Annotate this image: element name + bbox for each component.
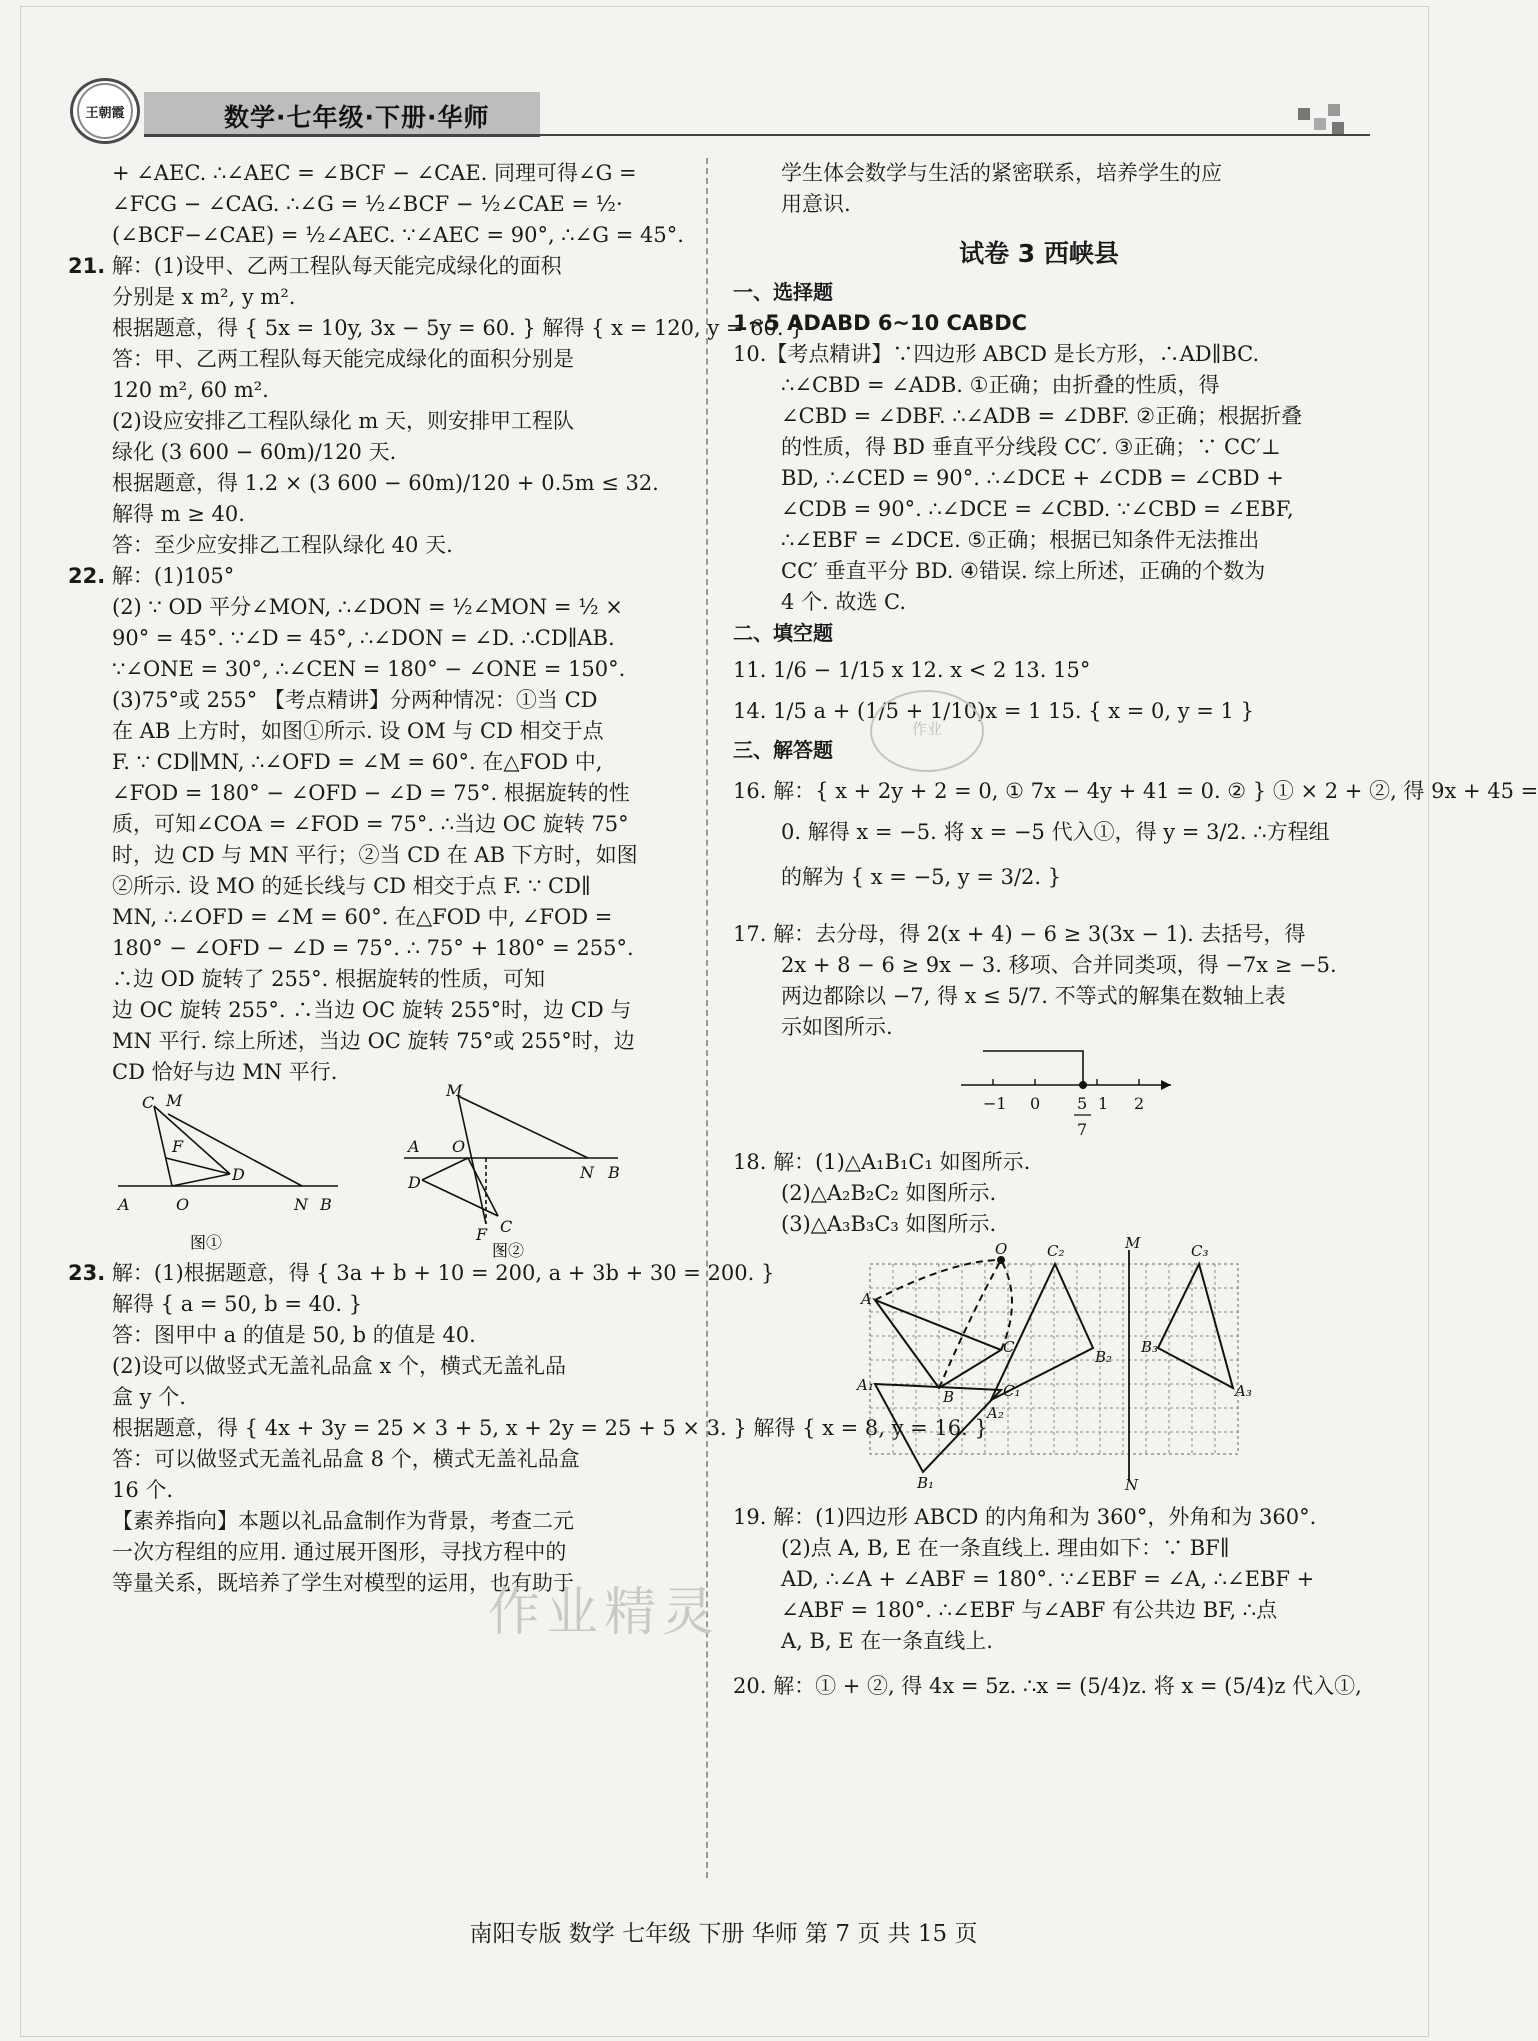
grid-lines [870, 1264, 1238, 1454]
text-line: ∠CDB = 90°. ∴∠DCE = ∠CBD. ∵∠CBD = ∠EBF, [781, 497, 1294, 521]
grid-label-O: O [995, 1240, 1008, 1258]
text-line: 答：甲、乙两工程队每天能完成绿化的面积分别是 [112, 347, 574, 371]
question-number: 23. [68, 1261, 106, 1285]
text-line: 示如图所示. [781, 1015, 893, 1039]
fig2-label-A: A [408, 1137, 420, 1156]
text-line: (2)点 A, B, E 在一条直线上. 理由如下：∵ BF∥ [781, 1536, 1230, 1560]
figure-2 [404, 1096, 618, 1224]
text-line: (2) ∵ OD 平分∠MON, ∴∠DON = ½∠MON = ½ × [112, 595, 623, 619]
fig1-label-C: C [142, 1093, 155, 1112]
text-line: ∠ABF = 180°. ∴∠EBF 与∠ABF 有公共边 BF, ∴点 [781, 1598, 1278, 1622]
grid-label-N: N [1125, 1476, 1139, 1494]
text-line: ∴边 OD 旋转了 255°. 根据旋转的性质，可知 [112, 967, 546, 991]
grid-label-C2: C₂ [1047, 1242, 1065, 1260]
text-line: ∴∠EBF = ∠DCE. ⑤正确；根据已知条件无法推出 [781, 528, 1260, 552]
book-title: 数学·七年级·下册·华师 [224, 103, 490, 132]
fraction-numerator: 5 [1077, 1094, 1088, 1113]
number-line [733, 1043, 1345, 1147]
text-line: 的性质，得 BD 垂直平分线段 CC′. ③正确；∵ CC′⊥ [781, 435, 1281, 459]
equation-line: 根据题意，得 { 5x = 10y, 3x − 5y = 60. } 解得 { x = 120, y = 60. } [112, 316, 804, 340]
grid-figure [733, 1234, 1345, 1494]
text-line: 19. 解：(1)四边形 ABCD 的内角和为 360°，外角和为 360°. [733, 1505, 1317, 1529]
triangle-A1B1C1 [875, 1384, 1001, 1472]
text-line: 绿化 (3 600 − 60m)/120 天. [112, 440, 397, 464]
solution-ray [983, 1051, 1083, 1085]
fig2-label-M: M [446, 1081, 463, 1100]
grid-label-B: B [943, 1388, 955, 1406]
text-line: 答：至少应安排乙工程队绿化 40 天. [112, 533, 453, 557]
triangle-A2B2C2 [991, 1264, 1093, 1400]
fill-answers: 14. 1/5 a + (1/5 + 1/10)x = 1 15. { x = 0, y = 1 } [733, 699, 1254, 723]
equation-line: 的解为 { x = −5, y = 3/2. } [781, 865, 1062, 889]
text-line: 4 个. 故选 C. [781, 590, 907, 614]
logo-text: 王朝霞 [77, 83, 133, 139]
text-line: 2x + 8 − 6 ≥ 9x − 3. 移项、合并同类项，得 −7x ≥ −5. [781, 953, 1337, 977]
text-line: CD 恰好与边 MN 平行. [112, 1060, 338, 1084]
question-number: 21. [68, 254, 106, 278]
text-line: 答：可以做竖式无盖礼品盒 8 个，横式无盖礼品盒 [112, 1447, 580, 1471]
text-line: 两边都除以 −7, 得 x ≤ 5/7. 不等式的解集在数轴上表 [781, 984, 1286, 1008]
header-square-icon [1314, 118, 1326, 130]
rotation-arcs [875, 1260, 1012, 1388]
fig1-label-M: M [166, 1091, 183, 1110]
header-square-icon [1328, 104, 1340, 116]
grid-label-B3: B₃ [1141, 1338, 1159, 1356]
text-line: 17. 解：去分母，得 2(x + 4) − 6 ≥ 3(3x − 1). 去括号，得 [733, 922, 1306, 946]
text-line: 120 m², 60 m². [112, 378, 269, 402]
header-rule [540, 134, 1370, 136]
fraction-denominator: 7 [1077, 1120, 1088, 1139]
text-line: 180° − ∠OFD − ∠D = 75°. ∴ 75° + 180° = 255°. [112, 936, 634, 960]
equation-line: 根据题意，得 { 4x + 3y = 25 × 3 + 5, x + 2y = 25 + 5 × 3. } 解得 { x = 8, y = 16. } [112, 1416, 988, 1440]
grid-label-C3: C₃ [1191, 1242, 1209, 1260]
fig1-label-F: F [172, 1137, 184, 1156]
text-line: (2)设可以做竖式无盖礼品盒 x 个，横式无盖礼品 [112, 1354, 566, 1378]
text-line: + ∠AEC. ∴∠AEC = ∠BCF − ∠CAE. 同理可得∠G = [112, 161, 637, 185]
fig1-label-A: A [118, 1195, 130, 1214]
text-line: ②所示. 设 MO 的延长线与 CD 相交于点 F. ∵ CD∥ [112, 874, 591, 898]
text-line: 0. 解得 x = −5. 将 x = −5 代入①，得 y = 3/2. ∴方程组 [781, 820, 1330, 844]
tick-label: 1 [1098, 1094, 1109, 1113]
triangle-ABC [875, 1300, 1001, 1388]
text-line: 10.【考点精讲】∵四边形 ABCD 是长方形，∴AD∥BC. [733, 342, 1260, 366]
text-line: ∴∠CBD = ∠ADB. ①正确；由折叠的性质，得 [781, 373, 1220, 397]
text-line: 解：(1)105° [111, 564, 235, 588]
text-line: (2)△A₂B₂C₂ 如图所示. [781, 1181, 997, 1205]
grid-border [870, 1264, 1238, 1454]
grid-label-A1: A₁ [857, 1376, 874, 1394]
text-line: ∠FOD = 180° − ∠OFD − ∠D = 75°. 根据旋转的性 [112, 781, 630, 805]
page-footer: 南阳专版 数学 七年级 下册 华师 第 7 页 共 15 页 [469, 1921, 978, 1947]
text-line: ∠CBD = ∠DBF. ∴∠ADB = ∠DBF. ②正确；根据折叠 [781, 404, 1303, 428]
fig1-label-O: O [176, 1195, 190, 1214]
fig2-label-C: C [500, 1217, 513, 1236]
text-line: ∠FCG − ∠CAG. ∴∠G = ½∠BCF − ½∠CAE = ½· [112, 192, 623, 216]
text-line: 20. 解：① + ②, 得 4x = 5z. ∴x = (5/4)z. 将 x = (5/4)z 代入①, [733, 1674, 1362, 1698]
text-line: ∵∠ONE = 30°, ∴∠CEN = 180° − ∠ONE = 150°. [112, 657, 626, 681]
question-number: 22. [68, 564, 106, 588]
text-line: MN, ∴∠OFD = ∠M = 60°. 在△FOD 中, ∠FOD = [112, 905, 613, 929]
text-line: BD, ∴∠CED = 90°. ∴∠DCE + ∠CDB = ∠CBD + [781, 466, 1284, 490]
paper-title: 试卷 3 西峡县 [959, 239, 1119, 268]
grid-label-B2: B₂ [1095, 1348, 1113, 1366]
text-line: 90° = 45°. ∵∠D = 45°, ∴∠DON = ∠D. ∴CD∥AB. [112, 626, 615, 650]
tick-label: 2 [1134, 1094, 1145, 1113]
page-header [70, 78, 1330, 138]
grid-label-A3: A₃ [1235, 1382, 1252, 1400]
watermark: 作业精灵 [488, 1583, 721, 1643]
figure-1 [118, 1106, 338, 1186]
text-line: 质，可知∠COA = ∠FOD = 75°. ∴当边 OC 旋转 75° [112, 812, 629, 836]
section-heading: 一、选择题 [733, 280, 833, 304]
section-heading: 二、填空题 [733, 621, 833, 645]
text-line: 边 OC 旋转 255°. ∴当边 OC 旋转 255°时，边 CD 与 [112, 998, 632, 1022]
text-line: 解得 m ≥ 40. [112, 502, 245, 526]
equation-line: 解：(1)根据题意，得 { 3a + b + 10 = 200, a + 3b + 30 = 200. } [111, 1261, 775, 1285]
text-line: 解：(1)设甲、乙两工程队每天能完成绿化的面积 [111, 254, 562, 278]
text-line: 在 AB 上方时，如图①所示. 设 OM 与 CD 相交于点 [112, 719, 604, 743]
header-square-icon [1298, 108, 1310, 120]
fig2-label-O: O [452, 1137, 466, 1156]
text-line: (3)△A₃B₃C₃ 如图所示. [781, 1212, 997, 1236]
multiple-choice-answers: 1~5 ADABD 6~10 CABDC [733, 311, 1028, 335]
fig1-label-D: D [232, 1165, 245, 1184]
text-line: 用意识. [781, 192, 851, 216]
fig1-label-B: B [320, 1195, 332, 1214]
text-line: 一次方程组的应用. 通过展开图形，寻找方程中的 [112, 1540, 567, 1564]
fig2-label-B: B [608, 1163, 620, 1182]
figure-2-caption: 图② [492, 1241, 525, 1260]
text-line: 等量关系，既培养了学生对模型的运用，也有助于 [112, 1571, 574, 1595]
geometry-figures [118, 1081, 678, 1260]
text-line: 答：图甲中 a 的值是 50, b 的值是 40. [112, 1323, 476, 1347]
header-ribbon [144, 92, 540, 137]
header-square-icon [1332, 122, 1344, 134]
grid-label-A: A [861, 1290, 872, 1308]
text-line: (∠BCF−∠CAE) = ½∠AEC. ∵∠AEC = 90°, ∴∠G = 45°. [112, 223, 684, 247]
grid-label-M: M [1125, 1234, 1141, 1252]
fig1-label-N: N [294, 1195, 308, 1214]
text-line: 18. 解：(1)△A₁B₁C₁ 如图所示. [733, 1150, 1031, 1174]
right-column [733, 158, 1538, 1702]
equation-line: 解得 { a = 50, b = 40. } [112, 1292, 363, 1316]
arrow-icon [1161, 1080, 1171, 1090]
publisher-logo [70, 78, 140, 144]
watermark-stamp: 作业 [870, 690, 984, 772]
text-line: 学生体会数学与生活的紧密联系，培养学生的应 [781, 161, 1222, 185]
grid-label-B1: B₁ [917, 1474, 935, 1492]
tick-label: 0 [1030, 1094, 1041, 1113]
fig2-label-D: D [408, 1173, 421, 1192]
text-line: (3)75°或 255° 【考点精讲】分两种情况：①当 CD [112, 688, 598, 712]
equation-line: 根据题意，得 1.2 × (3 600 − 60m)/120 + 0.5m ≤ 32. [112, 471, 659, 495]
tick-label: −1 [983, 1094, 1007, 1113]
text-line: A, B, E 在一条直线上. [781, 1629, 993, 1653]
grid-label-A2: A₂ [987, 1404, 1004, 1422]
fill-answers: 11. 1/6 − 1/15 x 12. x < 2 13. 15° [733, 658, 1091, 682]
solution-point [1079, 1081, 1087, 1089]
fig2-label-F: F [476, 1225, 488, 1244]
text-line: 分别是 x m², y m². [112, 285, 296, 309]
section-heading: 三、解答题 [733, 738, 833, 762]
fig2-label-N: N [580, 1163, 594, 1182]
text-line: CC′ 垂直平分 BD. ④错误. 综上所述，正确的个数为 [781, 559, 1266, 583]
text-line: (2)设应安排乙工程队绿化 m 天，则安排甲工程队 [112, 409, 575, 433]
text-line: 时，边 CD 与 MN 平行；②当 CD 在 AB 下方时，如图 [112, 843, 638, 867]
text-line: 盒 y 个. [112, 1385, 186, 1409]
grid-label-C1: C₁ [1003, 1382, 1021, 1400]
text-line: 16 个. [112, 1478, 174, 1502]
figure-1-caption: 图① [190, 1233, 223, 1252]
text-line: MN 平行. 综上所述，当边 OC 旋转 75°或 255°时，边 [112, 1029, 635, 1053]
grid-label-C: C [1003, 1338, 1015, 1356]
text-line: 【素养指向】本题以礼品盒制作为背景，考查二元 [112, 1509, 574, 1533]
text-line: F. ∵ CD∥MN, ∴∠OFD = ∠M = 60°. 在△FOD 中, [112, 750, 603, 774]
text-line: AD, ∴∠A + ∠ABF = 180°. ∵∠EBF = ∠A, ∴∠EBF + [781, 1567, 1315, 1591]
equation-line: 16. 解：{ x + 2y + 2 = 0, ① 7x − 4y + 41 = 0. ② } ① × 2 + ②, 得 9x + 45 = [733, 779, 1538, 803]
